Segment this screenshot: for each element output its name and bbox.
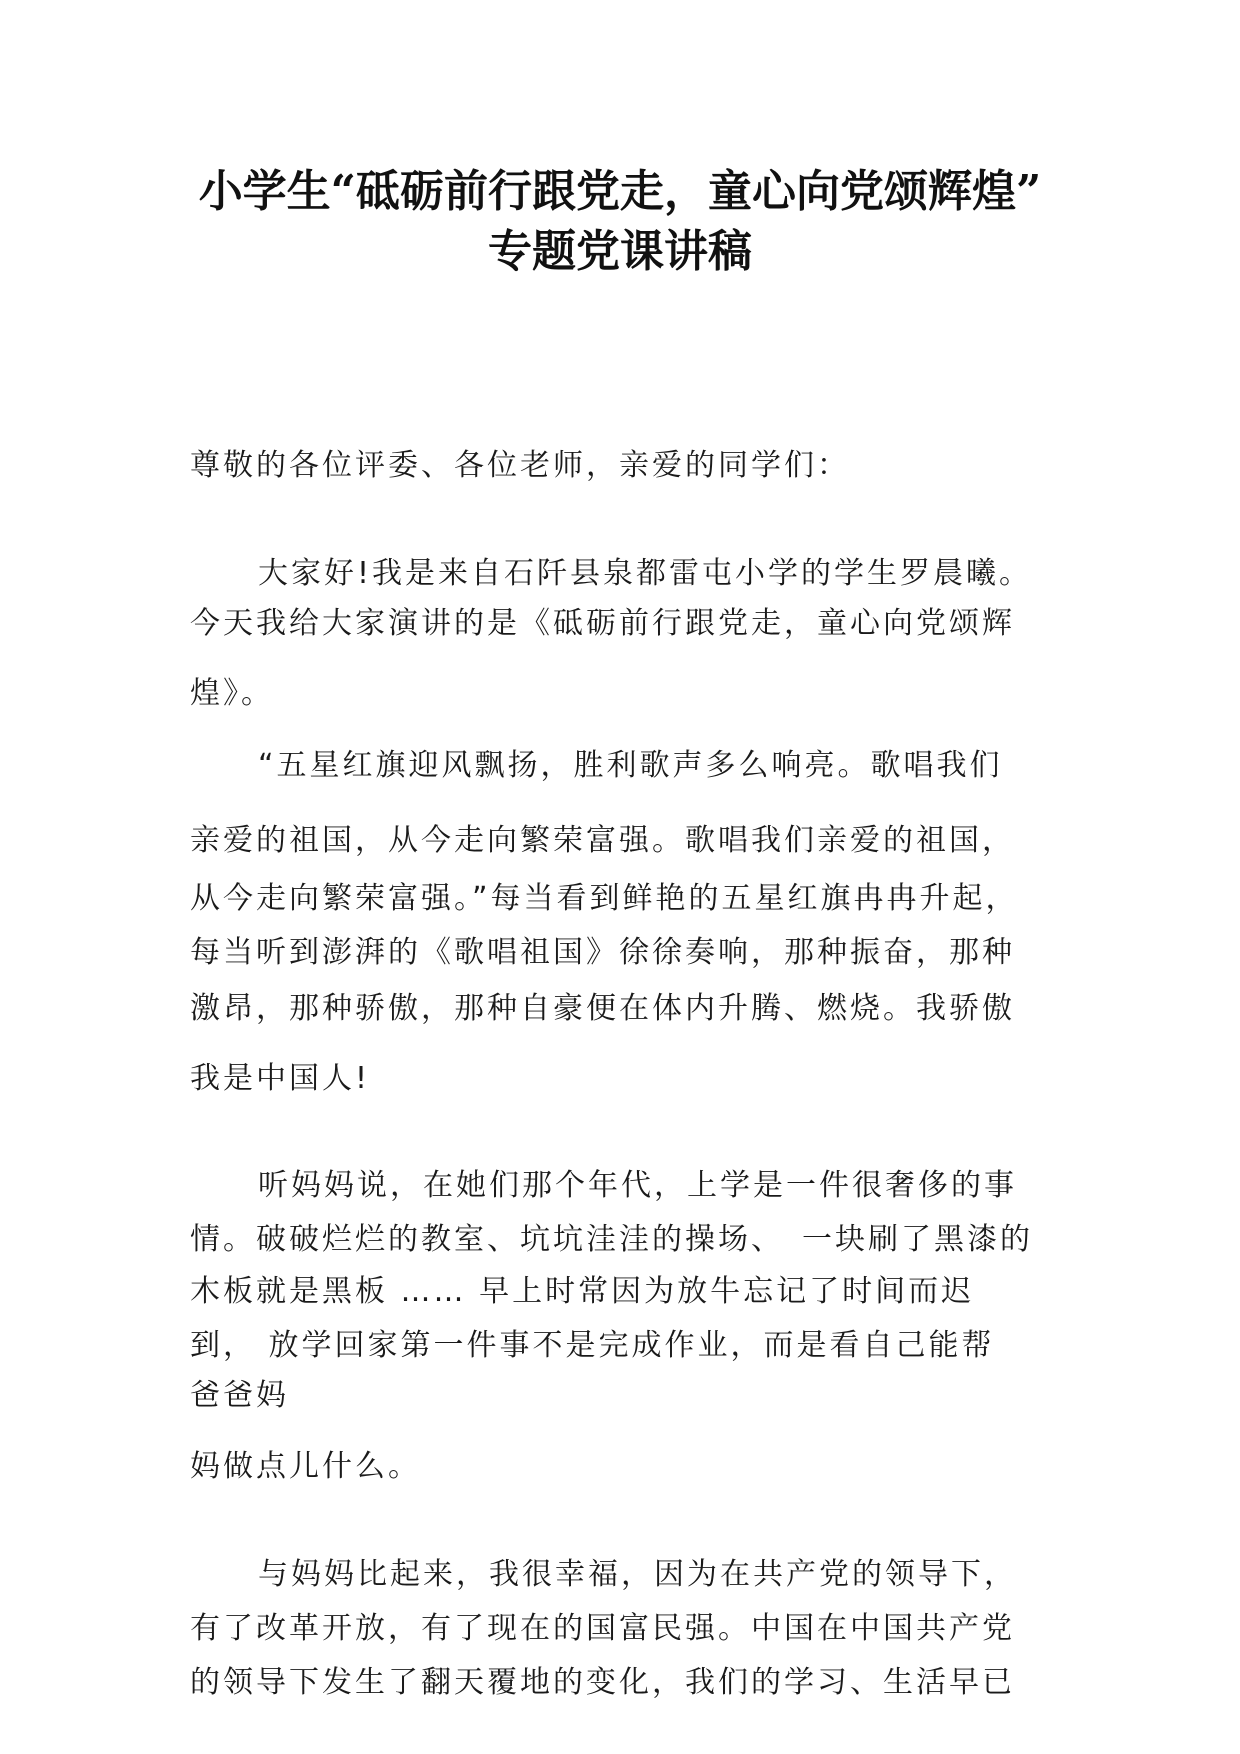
document-title-line-1: 小学生“砥砺前行跟党走，童心向党颂辉煌”	[198, 166, 1042, 217]
body-text-line: 有了改革开放，有了现在的国富民强。中国在中国共产党	[190, 1611, 1015, 1646]
body-text-line: 激昂，那种骄傲，那种自豪便在体内升腾、燃烧。我骄傲	[190, 991, 1015, 1026]
body-text-line: 今天我给大家演讲的是《砥砺前行跟党走，童心向党颂辉	[190, 606, 1015, 641]
body-text-line: 情。破破烂烂的教室、坑坑洼洼的操场、 一块刷了黑漆的	[190, 1222, 1033, 1257]
body-text-line: 大家好!我是来自石阡县泉都雷屯小学的学生罗晨曦。	[258, 556, 1033, 591]
body-text-line: 妈做点儿什么。	[190, 1449, 421, 1484]
document-title-line-2: 专题党课讲稿	[488, 226, 752, 277]
body-text-line: “五星红旗迎风飘扬，胜利歌声多么响亮。歌唱我们	[258, 748, 1003, 783]
salutation-line: 尊敬的各位评委、各位老师，亲爱的同学们：	[190, 448, 850, 483]
body-text-line: 亲爱的祖国，从今走向繁荣富强。歌唱我们亲爱的祖国，	[190, 823, 1015, 858]
body-text-line: 煌》。	[190, 676, 274, 711]
body-text-line: 爸爸妈	[190, 1378, 289, 1413]
body-text-line: 每当听到澎湃的《歌唱祖国》徐徐奏响，那种振奋，那种	[190, 935, 1015, 970]
body-text-line: 从今走向繁荣富强。”每当看到鲜艳的五星红旗冉冉升起，	[190, 881, 1019, 916]
body-text-line: 与妈妈比起来，我很幸福，因为在共产党的领导下，	[258, 1557, 1017, 1592]
body-text-line: 我是中国人!	[190, 1061, 371, 1096]
body-text-line: 听妈妈说，在她们那个年代，上学是一件很奢侈的事	[258, 1168, 1017, 1203]
body-text-line: 木板就是黑板 …… 早上时常因为放牛忘记了时间而迟	[190, 1274, 975, 1309]
body-text-line: 到， 放学回家第一件事不是完成作业，而是看自己能帮	[190, 1328, 995, 1363]
body-text-line: 的领导下发生了翻天覆地的变化，我们的学习、生活早已	[190, 1665, 1015, 1700]
